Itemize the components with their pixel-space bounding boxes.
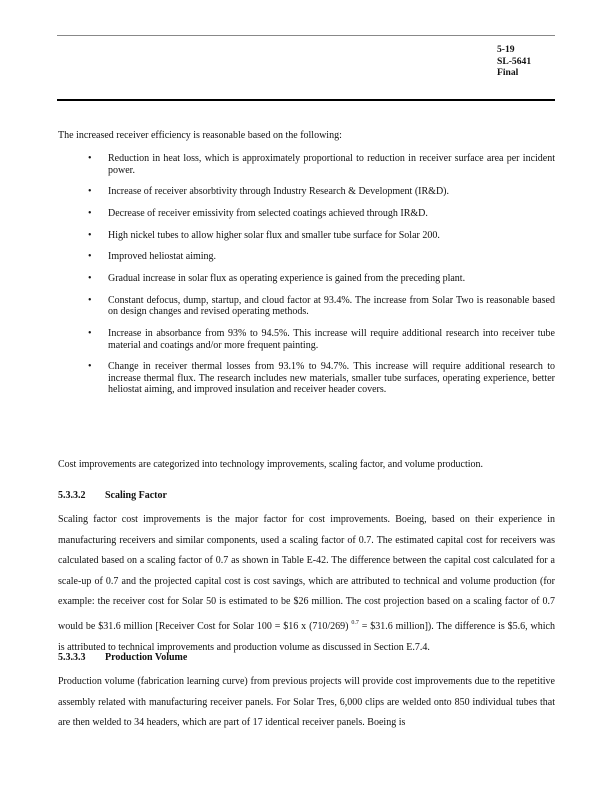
bullet-icon: • bbox=[88, 153, 92, 164]
section-title: Production Volume bbox=[105, 652, 188, 663]
list-item: • Decrease of receiver emissivity from selected coatings achieved through IR&D. bbox=[88, 207, 428, 219]
bullet-icon: • bbox=[88, 251, 92, 263]
bullet-icon: • bbox=[88, 186, 92, 198]
list-item: • Constant defocus, dump, startup, and cloud factor at 93.4%. The increase from Solar Two is reasonable based on design changes and revised operating methods. bbox=[88, 294, 555, 318]
header-rule-top bbox=[57, 35, 555, 36]
list-item: • High nickel tubes to allow higher solar flux and smaller tube surface for Solar 200. bbox=[88, 229, 440, 241]
list-item: • Increase of receiver absorbtivity through Industry Research & Development (IR&D). bbox=[88, 186, 449, 198]
list-item: • Improved heliostat aiming. bbox=[88, 251, 217, 263]
header-rule-bottom bbox=[57, 99, 555, 101]
document-status: Final bbox=[497, 67, 519, 78]
exponent: 0.7 bbox=[351, 619, 359, 626]
section-number: 5.3.3.3 bbox=[58, 652, 86, 663]
production-volume-paragraph: Production volume (fabrication learning curve) from previous projects will provide cost improvements due to the repetitive assembly related with manufacturing receiver panels. For Solar Tres, 6,000 clips are welded onto 850 individual tubes that are then welded to 34 headers, which are part of 17 identical receiver panels. Boeing is bbox=[58, 676, 555, 729]
section-heading-production-volume bbox=[58, 652, 187, 663]
section-title: Scaling Factor bbox=[105, 490, 167, 501]
section-number: 5.3.3.2 bbox=[58, 490, 86, 501]
bullet-icon: • bbox=[88, 361, 92, 373]
document-id: SL-5641 bbox=[497, 55, 532, 67]
section-heading-scaling-factor bbox=[58, 490, 167, 501]
page-header bbox=[497, 44, 531, 79]
list-item: • Increase in absorbance from 93% to 94.5%. This increase will require additional research into receiver tube material and coatings and/or more frequent painting. bbox=[88, 328, 555, 351]
bullet-icon: • bbox=[88, 294, 92, 306]
list-item: • Reduction in heat loss, which is approximately proportional to reduction in receiver surface area per incident power. bbox=[88, 153, 555, 176]
list-item: • Change in receiver thermal losses from 93.1% to 94.7%. This increase will require additional research to increase thermal flux. The research includes new materials, smaller tube surfaces, operating experience, better heliostat aiming, and improved insulation and receiver header covers. bbox=[88, 361, 555, 396]
bullet-icon: • bbox=[88, 273, 92, 285]
bullet-icon: • bbox=[88, 207, 92, 219]
efficiency-bullet-list bbox=[58, 153, 555, 406]
intro-paragraph: The increased receiver efficiency is reasonable based on the following: bbox=[58, 130, 342, 141]
cost-summary-paragraph: Cost improvements are categorized into technology improvements, scaling factor, and volume production. bbox=[58, 459, 484, 470]
page-number: 5-19 bbox=[497, 44, 515, 55]
list-item: • Gradual increase in solar flux as operating experience is gained from the preceding plant. bbox=[88, 273, 466, 285]
bullet-icon: • bbox=[88, 328, 92, 339]
scaling-factor-paragraph: Scaling factor cost improvements is the major factor for cost improvements. Boeing, based on their experience in manufacturing receivers and similar components, used a scaling factor of 0.7. The estimated capital cost for receivers was calculated based on a scaling factor of 0.7 as shown in Table E-42. The difference between the capital cost calculated for a scale-up of 0.7 and the projected capital cost is cost savings, which are attributed to technical and volume production (for example: the receiver cost for Solar 50 is estimated to be $26 million. The cost projection based on a scaling factor of 0.7 would be $31.6 million [Receiver Cost for Solar 100 = $16 x (710/269) $^{0.7}$ = $31.6 million]). The difference is $5.6, which is attributed to technical improvements and production volume as discussed in Section E.7.4. bbox=[58, 514, 555, 653]
bullet-icon: • bbox=[88, 229, 92, 241]
